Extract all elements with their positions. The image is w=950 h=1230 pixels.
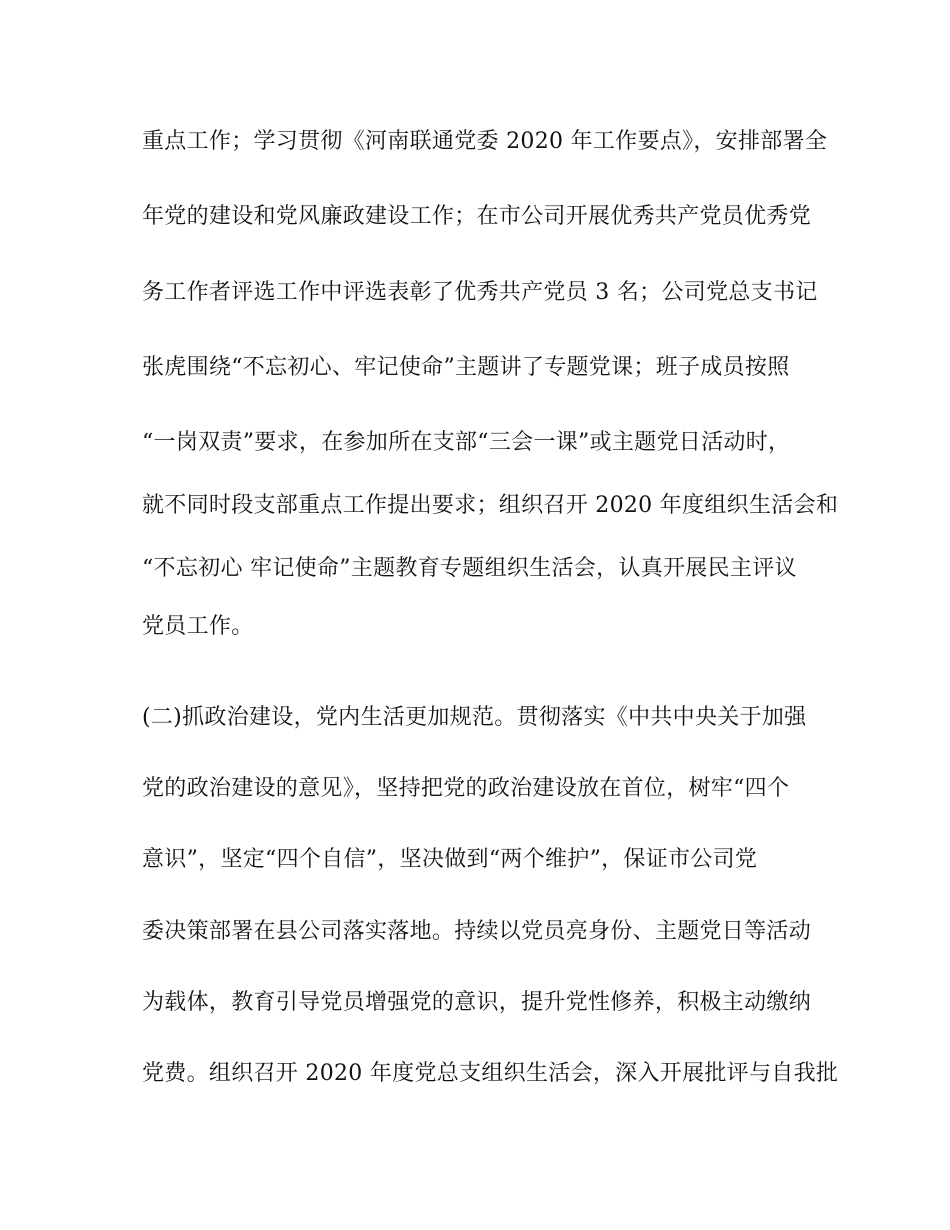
paragraph-line: 党员工作。 (142, 614, 254, 639)
paragraph-line: 意识”，坚定“四个自信”，坚决做到“两个维护”，保证市公司党 (142, 847, 758, 872)
paragraph-line: 张虎围绕“不忘初心、牢记使命”主题讲了专题党课；班子成员按照 (142, 355, 790, 380)
paragraph-line: 务工作者评选工作中评选表彰了优秀共产党员 3 名；公司党总支书记 (142, 280, 818, 305)
paragraph-line: 年党的建设和党风廉政建设工作；在市公司开展优秀共产党员优秀党 (142, 204, 812, 229)
paragraph-line: 就不同时段支部重点工作提出要求；组织召开 2020 年度组织生活会和 (142, 493, 839, 518)
section-heading-line: (二)抓政治建设，党内生活更加规范。贯彻落实《中共中央关于加强 (142, 705, 807, 730)
paragraph-line: “一岗双责”要求，在参加所在支部“三会一课”或主题党日活动时， (142, 430, 791, 455)
paragraph-line: 党的政治建设的意见》，坚持把党的政治建设放在首位，树牢“四个 (142, 776, 790, 801)
paragraph-line: 为载体，教育引导党员增强党的意识，提升党性修养，积极主动缴纳 (142, 990, 812, 1015)
paragraph-line: “不忘初心 牢记使命”主题教育专题组织生活会，认真开展民主评议 (142, 556, 797, 581)
paragraph-line: 重点工作；学习贯彻《河南联通党委 2020 年工作要点》，安排部署全 (142, 129, 828, 154)
paragraph-line: 委决策部署在县公司落实落地。持续以党员亮身份、主题党日等活动 (142, 919, 812, 944)
paragraph-line: 党费。组织召开 2020 年度党总支组织生活会，深入开展批评与自我批 (142, 1061, 839, 1086)
